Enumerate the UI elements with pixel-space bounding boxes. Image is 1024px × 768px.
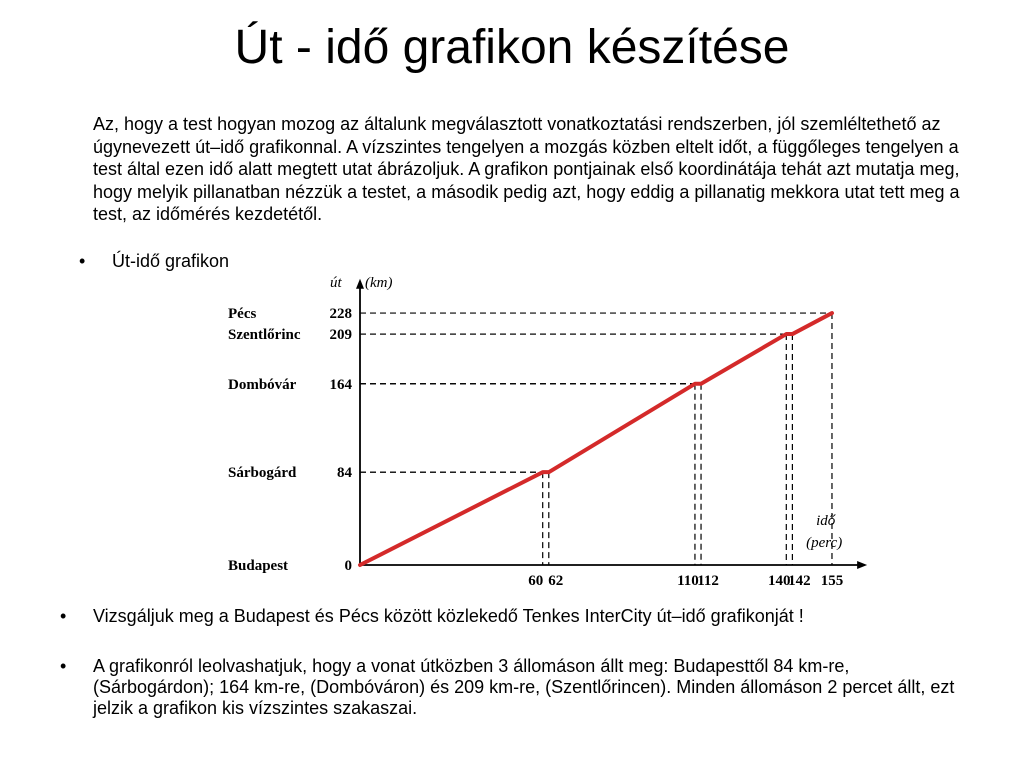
x-axis-label: idő [816,513,836,529]
y-station-label: Sárbogárd [228,465,297,482]
y-axis-unit: (km) [365,274,393,291]
x-axis-unit: (perc) [806,535,843,551]
y-tick-label: 0 [344,558,352,574]
y-tick-label: 228 [329,306,352,323]
x-tick-label: 142 [788,573,811,589]
y-station-label: Dombóvár [228,376,297,393]
bullet-graph-label [79,251,230,272]
y-axis-arrow [356,279,364,289]
y-tick-label: 84 [337,465,352,482]
y-tick-label: 209 [329,327,352,344]
page-title: Út - idő grafikon készítése [234,21,790,74]
bullet-marker: • [60,606,67,626]
x-tick-label: 112 [697,573,719,589]
y-station-label: Budapest [228,558,289,574]
y-axis-label: út [330,274,342,291]
axis-ticks [228,306,843,589]
x-axis-arrow [857,561,867,569]
y-tick-label: 164 [329,376,352,393]
y-station-label: Szentlőrinc [228,327,301,344]
x-tick-label: 155 [820,573,844,589]
bullet-stations [60,656,973,719]
bullet-marker: • [79,251,86,271]
series-line [360,313,832,565]
bullet-text: A grafikonról leolvashatjuk, hogy a vonat útközben 3 állomáson állt meg: Budapesttől 84 km-re, (Sárbogárdon); 164 km-re, (Dombóváron) és 209 km-re, (Szentlőrincen). Minden állomáson 2 percet állt, ezt jelzik a grafikon kis vízszintes szakaszai. [93,656,955,718]
bullet-text: Út-idő grafikon [112,251,230,271]
x-tick-label: 60 [528,573,544,589]
x-tick-label: 110 [677,573,699,589]
bullet-intercity [60,606,953,627]
x-tick-label: 140 [768,573,791,589]
bullet-text: Vizsgáljuk meg a Budapest és Pécs között közlekedő Tenkes InterCity út–idő grafikonját ! [93,606,804,626]
y-station-label: Pécs [228,306,257,323]
distance-time-chart [220,265,900,595]
x-tick-label: 62 [548,573,564,589]
bullet-marker: • [60,656,67,676]
intro-paragraph: Az, hogy a test hogyan mozog az általunk megválasztott vonatkoztatási rendszerben, jól szemléltethető az úgynevezett út–idő grafikonnal. A vízszintes tengelyen a mozgás közben eltelt időt, a függőleges tengelyen a test által ezen idő alatt megtett utat ábrázoljuk. A grafikon pontjainak első koordinátája tehát azt mutatja meg, hogy melyik pillanatban nézzük a testet, a második pedig azt, hogy eddig a pillanatig mekkora utat tett meg a test, az időmérés kezdetétől. [93,114,960,224]
